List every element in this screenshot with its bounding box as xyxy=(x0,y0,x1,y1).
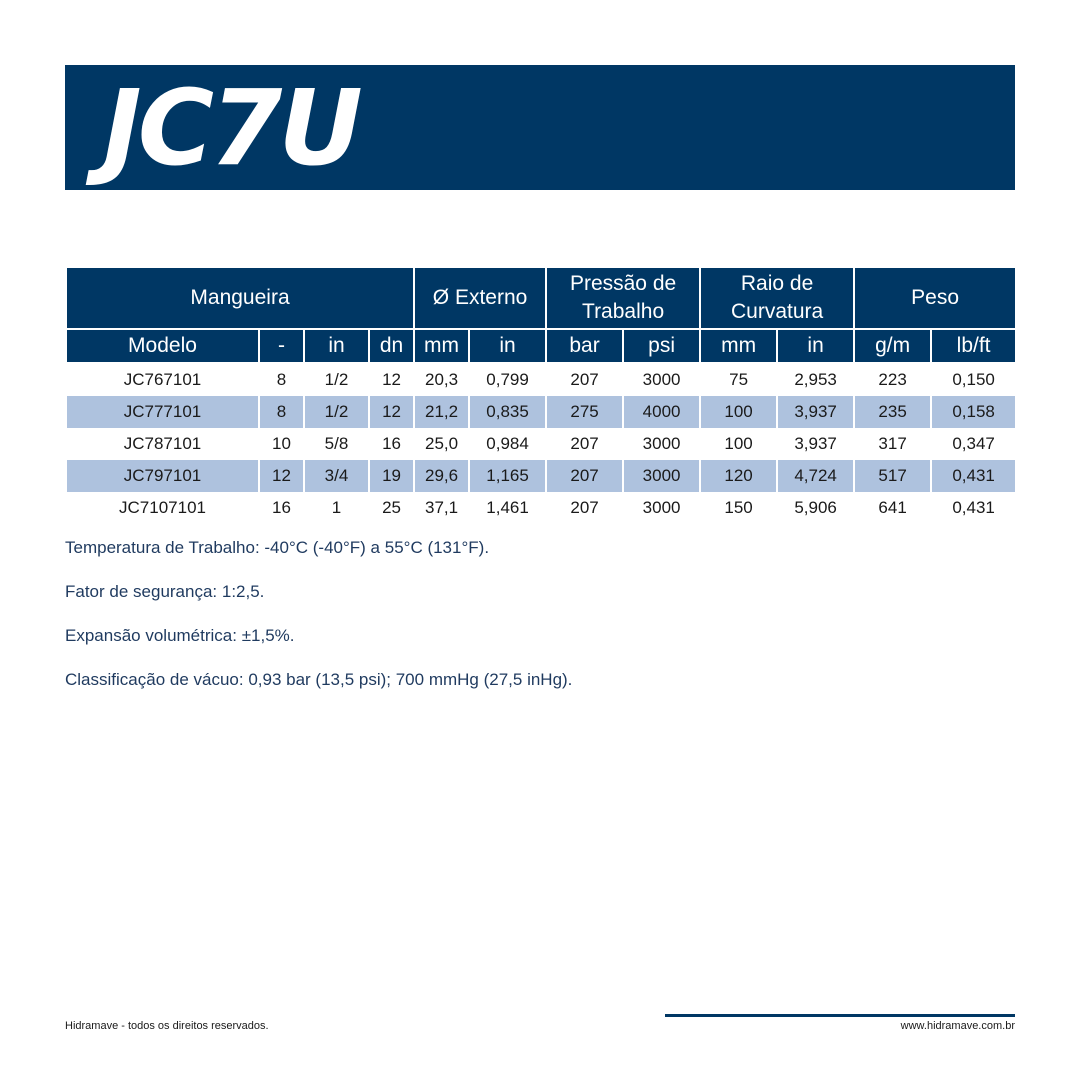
website-link[interactable]: www.hidramave.com.br xyxy=(900,1020,1015,1032)
table-cell: 223 xyxy=(854,363,931,396)
note-working-temperature: Temperatura de Trabalho: -40°C (-40°F) a 55°C (131°F). xyxy=(65,538,490,557)
table-cell: 3000 xyxy=(623,428,700,460)
header-peso: Peso xyxy=(854,267,1016,329)
table-cell: JC7107101 xyxy=(66,492,259,524)
table-cell: 5/8 xyxy=(304,428,369,460)
subheader-modelo: Modelo xyxy=(66,329,259,363)
table-cell: 0,835 xyxy=(469,396,546,428)
table-cell: 12 xyxy=(259,460,304,492)
subheader-mm: mm xyxy=(414,329,469,363)
copyright-text: Hidramave - todos os direitos reservados. xyxy=(65,1020,269,1032)
table-cell: 3000 xyxy=(623,492,700,524)
table-cell: 12 xyxy=(369,363,414,396)
table-cell: 25,0 xyxy=(414,428,469,460)
table-cell: 317 xyxy=(854,428,931,460)
subheader-mm: mm xyxy=(700,329,777,363)
subheader-dash: - xyxy=(259,329,304,363)
table-cell: 16 xyxy=(369,428,414,460)
table-cell: 1,165 xyxy=(469,460,546,492)
table-cell: 21,2 xyxy=(414,396,469,428)
table-cell: 0,431 xyxy=(931,460,1016,492)
note-volumetric-expansion: Expansão volumétrica: ±1,5%. xyxy=(65,626,295,645)
product-title: JC7U xyxy=(103,67,359,189)
table-cell: 16 xyxy=(259,492,304,524)
subheader-lbft: lb/ft xyxy=(931,329,1016,363)
table-cell: 207 xyxy=(546,428,623,460)
table-cell: 3,937 xyxy=(777,396,854,428)
note-safety-factor: Fator de segurança: 1:2,5. xyxy=(65,582,265,601)
table-cell: 20,3 xyxy=(414,363,469,396)
footer-divider xyxy=(665,1014,1015,1017)
subheader-bar: bar xyxy=(546,329,623,363)
table-cell: 29,6 xyxy=(414,460,469,492)
table-cell: 3000 xyxy=(623,363,700,396)
title-banner xyxy=(65,65,1015,190)
table-cell: 0,799 xyxy=(469,363,546,396)
table-cell: 100 xyxy=(700,428,777,460)
table-body xyxy=(66,363,1016,524)
spec-table xyxy=(65,266,1017,524)
header-raio-curvatura: Raio de Curvatura xyxy=(700,267,854,329)
table-cell: 0,158 xyxy=(931,396,1016,428)
subheader-psi: psi xyxy=(623,329,700,363)
table-cell: 207 xyxy=(546,460,623,492)
table-cell: 75 xyxy=(700,363,777,396)
table-row xyxy=(66,460,1016,492)
table-row xyxy=(66,396,1016,428)
table-cell: JC787101 xyxy=(66,428,259,460)
table-cell: 3/4 xyxy=(304,460,369,492)
table-cell: 3000 xyxy=(623,460,700,492)
table-cell: 1/2 xyxy=(304,363,369,396)
table-cell: 120 xyxy=(700,460,777,492)
table-cell: 8 xyxy=(259,396,304,428)
group-header-row xyxy=(66,267,1016,329)
table-cell: JC797101 xyxy=(66,460,259,492)
table-cell: 641 xyxy=(854,492,931,524)
table-row xyxy=(66,363,1016,396)
table-cell: 3,937 xyxy=(777,428,854,460)
table-cell: 19 xyxy=(369,460,414,492)
table-row xyxy=(66,428,1016,460)
table-cell: 0,984 xyxy=(469,428,546,460)
table-cell: 1,461 xyxy=(469,492,546,524)
table-cell: 12 xyxy=(369,396,414,428)
spec-notes xyxy=(65,536,572,712)
table-cell: 235 xyxy=(854,396,931,428)
table-cell: 207 xyxy=(546,363,623,396)
note-vacuum-rating: Classificação de vácuo: 0,93 bar (13,5 psi); 700 mmHg (27,5 inHg). xyxy=(65,670,573,689)
table-cell: 100 xyxy=(700,396,777,428)
table-cell: JC777101 xyxy=(66,396,259,428)
table-cell: 5,906 xyxy=(777,492,854,524)
table-cell: 2,953 xyxy=(777,363,854,396)
subheader-gm: g/m xyxy=(854,329,931,363)
table-cell: 1/2 xyxy=(304,396,369,428)
table-cell: 4000 xyxy=(623,396,700,428)
table-cell: 0,431 xyxy=(931,492,1016,524)
table-cell: 275 xyxy=(546,396,623,428)
table-cell: JC767101 xyxy=(66,363,259,396)
table-cell: 150 xyxy=(700,492,777,524)
table-cell: 0,347 xyxy=(931,428,1016,460)
table-row xyxy=(66,492,1016,524)
table-cell: 37,1 xyxy=(414,492,469,524)
table-cell: 10 xyxy=(259,428,304,460)
subheader-in: in xyxy=(469,329,546,363)
table-cell: 207 xyxy=(546,492,623,524)
table-cell: 25 xyxy=(369,492,414,524)
subheader-dn: dn xyxy=(369,329,414,363)
header-pressao-trabalho: Pressão de Trabalho xyxy=(546,267,700,329)
table-cell: 8 xyxy=(259,363,304,396)
table-cell: 4,724 xyxy=(777,460,854,492)
subheader-in: in xyxy=(777,329,854,363)
subheader-in: in xyxy=(304,329,369,363)
header-diametro-externo: Ø Externo xyxy=(414,267,546,329)
sub-header-row xyxy=(66,329,1016,363)
table-cell: 0,150 xyxy=(931,363,1016,396)
table-cell: 517 xyxy=(854,460,931,492)
header-mangueira: Mangueira xyxy=(66,267,414,329)
table-cell: 1 xyxy=(304,492,369,524)
